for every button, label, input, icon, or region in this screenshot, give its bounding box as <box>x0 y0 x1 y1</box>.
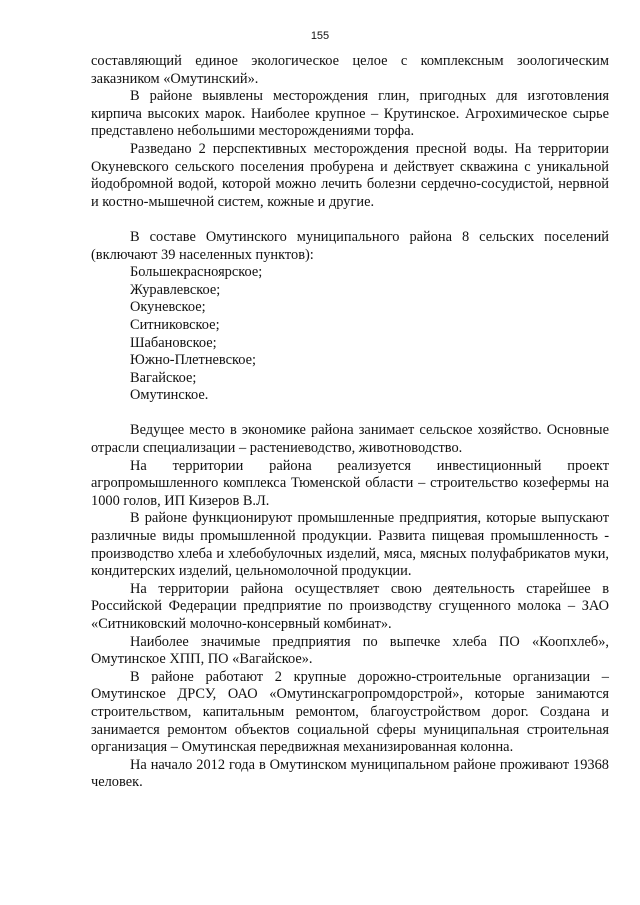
spacer <box>91 211 609 229</box>
paragraph: В районе выявлены месторождения глин, пригодных для изготовления кирпича высоких марок. Наиболее крупное – Крутинское. Агрохимическое сырье представлено небольшими месторождениями торфа. <box>91 88 609 140</box>
list-item: Южно-Плетневское; <box>130 352 257 369</box>
list-item: Ситниковское; <box>130 316 220 333</box>
paragraph: В районе функционируют промышленные предприятия, которые выпускают различные виды промышленной продукции. Развита пищевая промышленность - производство хлеба и хлебобулочных изделий, мяса, мясных полуфабрикатов муки, кондитерских изделий, цельномолочной продукции. <box>91 510 609 580</box>
paragraph: На территории района осуществляет свою деятельность старейшее в Российской Федерации предприятие по производству сгущенного молока – ЗАО «Ситниковский молочно-консервный комбинат». <box>91 580 609 632</box>
list-item: Шабановское; <box>130 334 217 351</box>
list-item: Омутинское. <box>130 387 209 404</box>
document-body <box>91 53 609 792</box>
list-item: Вагайское; <box>130 369 197 386</box>
paragraph: На территории района реализуется инвестиционный проект агропромышленного комплекса Тюменской области – строительство козефермы на 1000 голов, ИП Кизеров В.Л. <box>91 457 609 509</box>
paragraph: На начало 2012 года в Омутинском муниципальном районе проживают 19368 человек. <box>91 756 609 791</box>
list-item: Большекрасноярское; <box>130 264 263 281</box>
settlements-list <box>91 264 609 405</box>
spacer <box>91 405 609 423</box>
paragraph: Ведущее место в экономике района занимает сельское хозяйство. Основные отрасли специализации – растениеводство, животноводство. <box>91 422 609 457</box>
paragraph: Разведано 2 перспективных месторождения пресной воды. На территории Окуневского сельского поселения пробурена и действует скважина с уникальной йодобромной водой, которой можно лечить болезни сердечно-сосудистой, нервной и костно-мышечной систем, кожные и другие. <box>91 140 609 210</box>
list-item: Окуневское; <box>130 299 206 316</box>
paragraph: В районе работают 2 крупные дорожно-строительные организации – Омутинское ДРСУ, ОАО «Омутинскагропромдорстрой», которые занимаются строительством, капитальным ремонтом, благоустройством дорог. Создана и занимается ремонтом объектов социальной сферы муниципальная строительная организация – Омутинская передвижная механизированная колонна. <box>91 668 609 756</box>
settlements-intro: В составе Омутинского муниципального района 8 сельских поселений (включают 39 населенных пунктов): <box>91 228 609 263</box>
page-number: 155 <box>310 30 330 42</box>
list-item: Журавлевское; <box>130 281 221 298</box>
paragraph: Наиболее значимые предприятия по выпечке хлеба ПО «Коопхлеб», Омутинское ХПП, ПО «Вагайское». <box>91 633 609 668</box>
paragraph: составляющий единое экологическое целое с комплексным зоологическим заказником «Омутинский». <box>91 53 609 87</box>
